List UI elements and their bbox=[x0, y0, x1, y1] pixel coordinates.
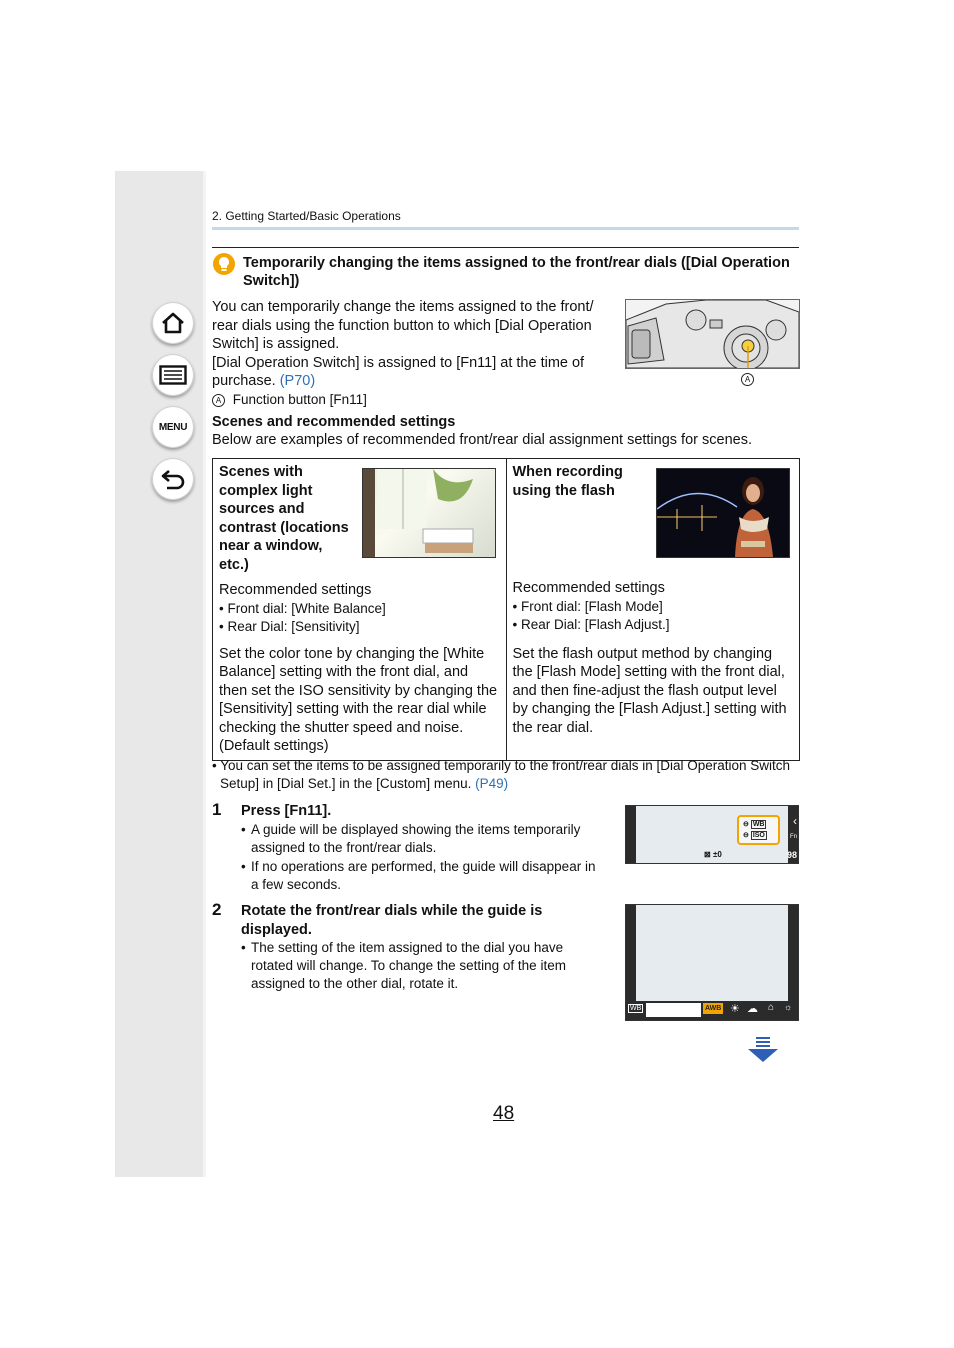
intro-text-span: purchase. bbox=[212, 373, 276, 389]
wb-selector-bar bbox=[626, 1001, 798, 1020]
iso-guide: ⊖ ISO bbox=[743, 832, 765, 839]
home-icon bbox=[160, 311, 186, 335]
flash-scene-photo bbox=[656, 468, 790, 558]
intro-line: rear dials using the function button to which [Dial Operation bbox=[212, 317, 592, 334]
step-number: 1 bbox=[212, 800, 222, 819]
link-p70[interactable]: (P70) bbox=[279, 373, 316, 389]
bullet-line: rotated will change. To change the setting of the item bbox=[251, 958, 566, 973]
wb-slider-track[interactable] bbox=[646, 1003, 701, 1017]
header-rule bbox=[212, 227, 799, 230]
exposure-readout: ⊠ ±0 bbox=[704, 850, 722, 859]
callout-marker: A bbox=[212, 394, 225, 407]
screen-guide-preview bbox=[625, 805, 799, 864]
scene-cell-window bbox=[213, 459, 507, 761]
screen-wb-selection bbox=[625, 904, 799, 1021]
step-number: 2 bbox=[212, 900, 222, 919]
exposure-value: ±0 bbox=[712, 850, 722, 859]
step-title bbox=[241, 902, 542, 939]
list-item bbox=[241, 858, 621, 894]
bullet-dot: • bbox=[241, 859, 246, 874]
intro-line bbox=[212, 372, 612, 391]
list-icon bbox=[159, 365, 187, 385]
step-title-line: displayed. bbox=[241, 921, 312, 938]
sun-icon[interactable]: ☀ bbox=[730, 1003, 740, 1015]
link-p49[interactable]: (P49) bbox=[475, 776, 509, 791]
section-rule bbox=[212, 247, 799, 248]
bullet-line: assigned to the front/rear dials. bbox=[251, 840, 437, 855]
rec-label: Recommended settings bbox=[512, 580, 665, 596]
bullet-line: The setting of the item assigned to the dial you have bbox=[251, 940, 564, 955]
camera-illustration bbox=[625, 299, 800, 369]
fn-tab: Fn bbox=[789, 834, 797, 840]
page-number: 48 bbox=[493, 1103, 515, 1124]
table-row bbox=[213, 459, 800, 761]
sidebar-edge bbox=[203, 171, 206, 1177]
scenes-table bbox=[212, 458, 800, 761]
next-page-arrow-icon[interactable] bbox=[748, 1036, 778, 1069]
callout-marker-photo bbox=[741, 370, 754, 388]
screen-left-strip bbox=[626, 806, 636, 863]
window-scene-photo bbox=[362, 468, 496, 558]
scene-body: Set the color tone by changing the [White Balance] setting with the front dial, and then set the ISO sensitivity by changing the [Sensitivity] setting with the rear dial while checking the shutter speed and noise. (Default settings) bbox=[219, 645, 498, 754]
shade-icon[interactable]: ⌂ bbox=[768, 1002, 775, 1013]
note-line: • You can set the items to be assigned temporarily to the front/rear dials in [Dial Operation Switch bbox=[212, 758, 791, 773]
note-text: Setup] in [Dial Set.] in the [Custom] menu. bbox=[220, 776, 472, 791]
scenes-heading: Scenes and recommended settings bbox=[212, 414, 456, 430]
home-button[interactable] bbox=[152, 302, 194, 344]
note-line bbox=[212, 775, 802, 793]
scene-title-line: sources and bbox=[219, 501, 305, 517]
callout-letter: A bbox=[741, 373, 754, 386]
contents-button[interactable] bbox=[152, 354, 194, 396]
bullet-dot: • bbox=[241, 822, 246, 837]
caption-text: Function button [Fn11] bbox=[232, 392, 367, 407]
incandescent-icon[interactable]: ☼ bbox=[784, 1002, 793, 1012]
cloud-icon[interactable]: ☁ bbox=[747, 1003, 758, 1015]
iso-tag: ISO bbox=[752, 832, 765, 839]
scene-title-line: near a window, bbox=[219, 538, 323, 554]
note bbox=[212, 757, 802, 793]
scenes-description: Below are examples of recommended front/rear dial assignment settings for scenes. bbox=[212, 432, 752, 448]
scene-title bbox=[219, 463, 359, 574]
callout-caption bbox=[212, 391, 367, 409]
scene-cell-flash bbox=[506, 459, 800, 761]
intro-line: Switch] is assigned. bbox=[212, 336, 340, 352]
bullet-line: A guide will be displayed showing the items temporarily bbox=[251, 822, 581, 837]
intro-line: [Dial Operation Switch] is assigned to [Fn11] at the time of bbox=[212, 354, 585, 371]
lightbulb-icon bbox=[213, 253, 235, 275]
scene-title-line: using the flash bbox=[512, 482, 615, 499]
awb-option[interactable]: AWB bbox=[705, 1005, 722, 1012]
rec-bullet: • Rear Dial: [Flash Adjust.] bbox=[512, 616, 670, 632]
step-bullets bbox=[241, 821, 621, 894]
scene-title-line: Scenes with bbox=[219, 464, 303, 480]
rec-label: Recommended settings bbox=[219, 582, 372, 598]
bullet-line: If no operations are performed, the guide will disappear in bbox=[251, 859, 596, 874]
intro-text bbox=[212, 298, 612, 391]
step-bullets bbox=[241, 939, 621, 993]
chevron-left-icon: ‹ bbox=[793, 814, 797, 828]
scene-title-line: complex light bbox=[219, 482, 313, 499]
breadcrumb: 2. Getting Started/Basic Operations bbox=[212, 209, 401, 223]
scene-title-line: etc.) bbox=[219, 556, 249, 573]
menu-label: MENU bbox=[158, 421, 188, 433]
bullet-line: assigned to the other dial, rotate it. bbox=[251, 976, 459, 991]
menu-button[interactable] bbox=[152, 406, 194, 448]
rec-bullet: • Rear Dial: [Sensitivity] bbox=[219, 618, 360, 634]
scene-title-line: When recording bbox=[512, 464, 623, 480]
step-title-line: Rotate the front/rear dials while the guide is bbox=[241, 903, 543, 919]
rec-bullet: • Front dial: [Flash Mode] bbox=[512, 598, 663, 614]
bullet-line: a few seconds. bbox=[251, 877, 342, 892]
intro-line: You can temporarily change the items assigned to the front/ bbox=[212, 299, 594, 315]
wb-tag: WB bbox=[752, 821, 765, 828]
dial-guide-box bbox=[737, 815, 780, 845]
list-item bbox=[241, 821, 621, 857]
scene-title-line: contrast (locations bbox=[219, 519, 349, 536]
rec-bullet: • Front dial: [White Balance] bbox=[219, 600, 386, 616]
bullet-dot: • bbox=[241, 940, 246, 955]
return-icon bbox=[159, 467, 187, 491]
shot-count: 98 bbox=[786, 850, 797, 860]
wb-label: WB bbox=[630, 1005, 642, 1012]
scene-body: Set the flash output method by changing the [Flash Mode] setting with the front dial, and then fine-adjust the flash output level by changing the [Flash Adjust.] setting with the rear dial. bbox=[512, 645, 787, 736]
tip-title: Temporarily changing the items assigned to the front/rear dials ([Dial Operation Switch]) bbox=[243, 255, 790, 289]
step-title: Press [Fn11]. bbox=[241, 803, 332, 819]
list-item bbox=[241, 939, 621, 993]
back-button[interactable] bbox=[152, 458, 194, 500]
wb-guide: ⊖ WB bbox=[743, 821, 765, 828]
